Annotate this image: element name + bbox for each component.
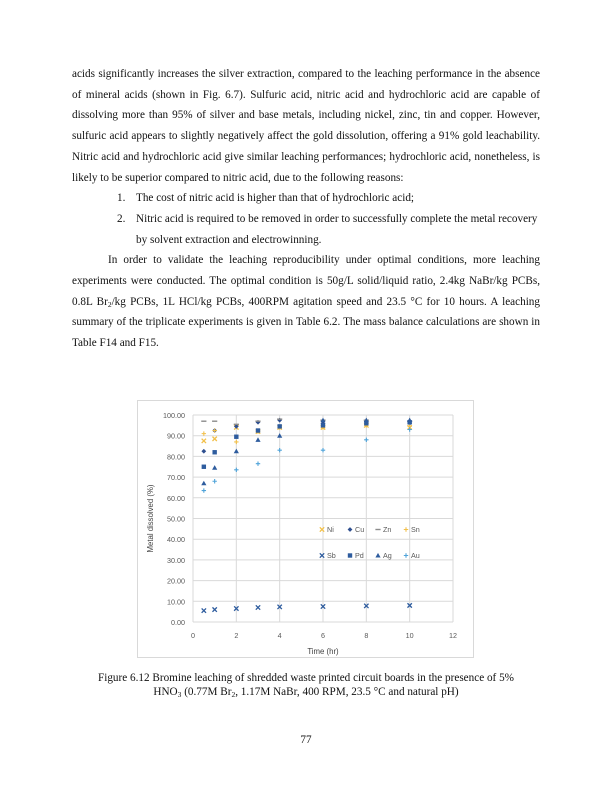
paragraph-2-text-a: In order to validate the leaching reproducibility under optimal conditions, more leaching experiments were conducted. The optimal condition is 50g/L solid/liquid ratio, 2.4kg NaBr/kg PCBs, 0.8L Br [72, 254, 540, 308]
figure-caption [72, 671, 540, 699]
data-point-ag [201, 481, 206, 486]
caption-line-2 [72, 685, 540, 699]
data-point-pd [202, 465, 206, 469]
x-tick-label: 6 [321, 631, 325, 640]
list-item-text: The cost of nitric acid is higher than that of hydrochloric acid; [136, 192, 415, 205]
list-item-text: Nitric acid is required to be removed in order to successfully complete the metal recovery by solvent extraction and electrowinning. [136, 212, 538, 246]
data-point-pd [256, 428, 260, 432]
data-point-au [212, 479, 216, 483]
list-number: 1. [117, 192, 126, 205]
data-point-sb [212, 607, 216, 611]
y-tick-label: 60.00 [167, 493, 185, 503]
y-tick-label: 50.00 [167, 514, 185, 524]
data-point-sn [234, 440, 238, 444]
data-point-sn [202, 431, 206, 435]
data-point-pd [277, 424, 281, 428]
legend-label-zn: Zn [383, 525, 392, 534]
caption-text: (0.77M Br [181, 686, 232, 698]
reasons-list [72, 188, 540, 250]
legend-marker-au [404, 553, 408, 557]
legend-label-ni: Ni [327, 525, 334, 534]
caption-text: , 1.17M NaBr, 400 RPM, 23.5 °C and natural pH) [235, 686, 459, 698]
data-point-au [202, 488, 206, 492]
x-tick-label: 8 [364, 631, 369, 640]
legend-label-cu: Cu [355, 525, 365, 534]
legend-label-sb: Sb [327, 551, 336, 560]
data-point-ag [234, 449, 239, 454]
y-tick-label: 40.00 [167, 535, 185, 545]
data-point-pd [212, 450, 216, 454]
caption-line-1: Figure 6.12 Bromine leaching of shredded waste printed circuit boards in the presence of 5% [98, 672, 514, 684]
x-tick-label: 0 [191, 631, 195, 640]
legend-marker-cu [348, 527, 353, 532]
data-point-au [234, 468, 238, 472]
legend-label-sn: Sn [411, 525, 420, 534]
data-point-sb [202, 608, 206, 612]
page-number: 77 [300, 734, 312, 746]
legend-marker-sb [320, 553, 324, 557]
y-tick-label: 0.00 [171, 618, 185, 627]
y-tick-label: 20.00 [167, 576, 185, 586]
subscript: 3 [177, 690, 182, 699]
x-tick-label: 12 [449, 631, 457, 640]
x-tick-label: 2 [234, 631, 239, 640]
list-item [72, 209, 540, 250]
y-tick-label: 30.00 [167, 555, 185, 565]
y-axis-label: Metal dissolved (%) [146, 484, 155, 553]
data-point-sb [256, 605, 260, 609]
scatter-chart [138, 401, 475, 659]
data-point-cu [201, 449, 206, 454]
legend-marker-ag [375, 553, 380, 558]
legend-label-pd: Pd [355, 551, 364, 560]
legend-marker-sn [404, 527, 408, 531]
y-tick-label: 70.00 [167, 473, 185, 483]
legend-label-au: Au [411, 551, 420, 560]
data-point-ag [407, 418, 412, 423]
paragraph-2-text-b: /kg PCBs, 1L HCl/kg PCBs, 400RPM agitation speed and 23.5 °C for 10 hours. A leaching summary of the triplicate experiments is given in Table 6.2. The mass balance calculations are shown in Table F14 and F15. [72, 295, 540, 350]
body-text-block [72, 64, 540, 354]
paragraph-1: acids significantly increases the silver extraction, compared to the leaching performance in the absence of mineral acids (shown in Fig. 6.7). Sulfuric acid, nitric acid and hydrochloric acid are capable of dissolving more than 95% of silver and base metals, including nickel, zinc, tin and copper. However, sulfuric acid appears to slightly negatively affect the gold dissolution, offering a 91% gold leachability. Nitric acid and hydrochloric acid give similar leaching performances; hydrochloric acid, nonetheless, is likely to be superior compared to nitric acid, due to the following reasons: [72, 68, 540, 184]
data-point-ag [212, 465, 217, 470]
data-point-au [321, 448, 325, 452]
subscript: 2 [231, 690, 236, 699]
legend-label-ag: Ag [383, 551, 392, 560]
x-tick-label: 4 [277, 631, 282, 640]
data-point-au [277, 448, 281, 452]
y-tick-label: 90.00 [167, 431, 185, 441]
list-item [72, 188, 540, 209]
data-point-pd [321, 423, 325, 427]
data-point-au [256, 461, 260, 465]
list-number: 2. [117, 212, 126, 225]
data-point-sn [212, 428, 216, 432]
x-tick-label: 10 [405, 631, 414, 640]
data-point-ag [255, 437, 260, 442]
paragraph-2 [72, 250, 540, 354]
legend-marker-ni [320, 527, 324, 531]
y-tick-label: 10.00 [167, 597, 185, 607]
data-point-ni [202, 439, 206, 443]
x-axis-label: Time (hr) [307, 647, 339, 656]
data-point-au [407, 427, 411, 431]
legend-marker-pd [348, 553, 352, 557]
data-point-ni [212, 437, 216, 441]
figure-chart [137, 400, 474, 658]
y-tick-label: 100.00 [163, 411, 185, 420]
caption-text: HNO [153, 686, 178, 698]
y-tick-label: 80.00 [167, 452, 185, 462]
subscript: 2 [107, 299, 112, 309]
data-point-pd [234, 435, 238, 439]
data-point-au [364, 438, 368, 442]
